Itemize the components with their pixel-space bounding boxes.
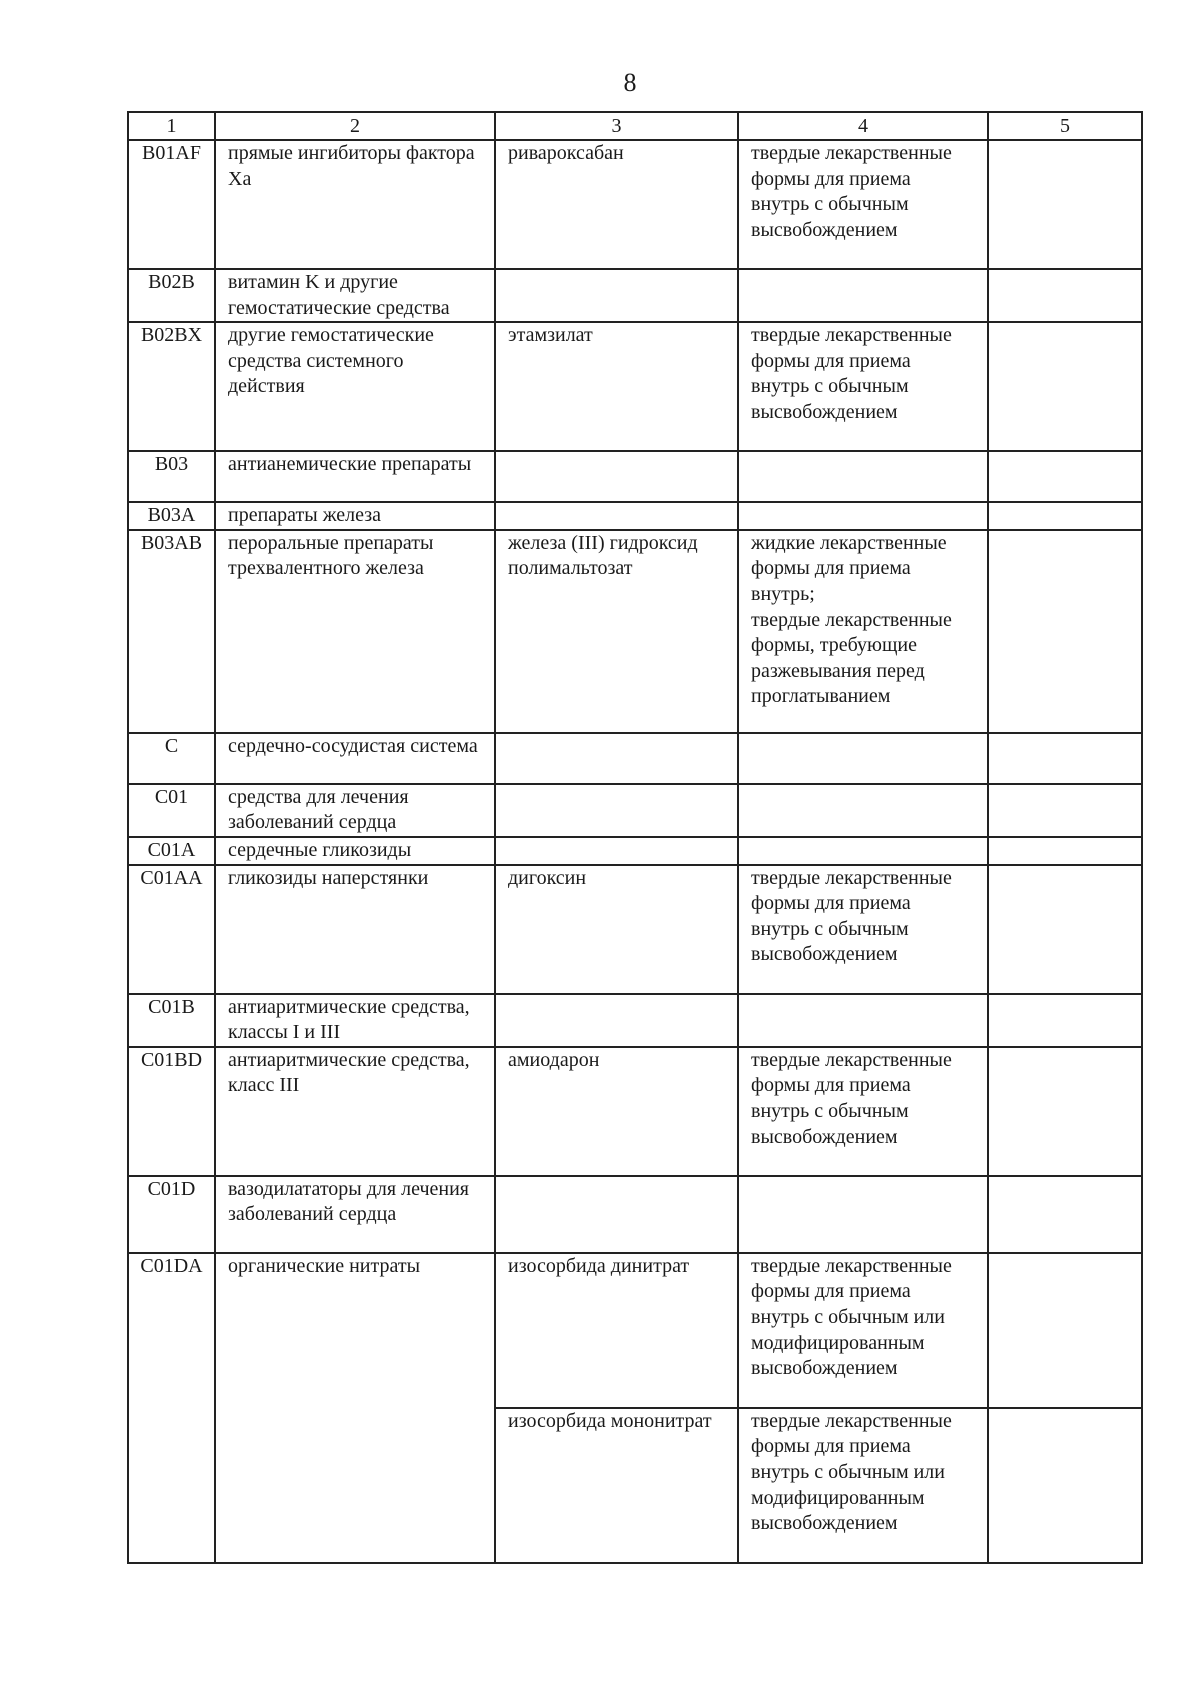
dosage-form-cell (738, 451, 988, 502)
drug-name-cell (495, 451, 738, 502)
atc-code-cell: B02B (128, 269, 215, 322)
dosage-form-cell (738, 865, 988, 994)
dosage-form-cell (738, 1408, 988, 1563)
notes-cell (988, 1047, 1142, 1176)
table-body (128, 140, 1142, 1563)
table-row (128, 140, 1142, 269)
notes-cell (988, 140, 1142, 269)
drug-name-cell (495, 994, 738, 1047)
group-name-cell: прямые ингибиторы фактора Xa (215, 140, 495, 269)
dosage-form-cell (738, 1047, 988, 1176)
drug-name-cell: изосорбида мононитрат (495, 1408, 738, 1563)
drug-name-cell: ривароксабан (495, 140, 738, 269)
atc-code-cell: C01AA (128, 865, 215, 994)
atc-code-cell: C (128, 733, 215, 784)
atc-code-cell: C01DA (128, 1253, 215, 1563)
drug-name-cell: изосорбида динитрат (495, 1253, 738, 1408)
page-number: 8 (623, 68, 637, 97)
notes-cell (988, 269, 1142, 322)
table-row (128, 322, 1142, 451)
group-name-cell: гликозиды наперстянки (215, 865, 495, 994)
notes-cell (988, 322, 1142, 451)
dosage-form-line: твердые лекарственные формы для приема внутрь с обычным высвобождением (751, 1048, 952, 1148)
notes-cell (988, 1408, 1142, 1563)
dosage-form-line: твердые лекарственные формы для приема внутрь с обычным или модифицированным высвобождением (751, 1409, 952, 1535)
group-name-cell: органические нитраты (215, 1253, 495, 1563)
dosage-form-cell (738, 837, 988, 865)
drug-name-cell (495, 784, 738, 837)
drug-name-cell: этамзилат (495, 322, 738, 451)
atc-code-cell: B03AB (128, 530, 215, 733)
atc-code-cell: C01 (128, 784, 215, 837)
group-name-cell: витамин K и другие гемостатические средства (215, 269, 495, 322)
drug-name-cell (495, 733, 738, 784)
drug-name-cell: амиодарон (495, 1047, 738, 1176)
column-header-5: 5 (988, 112, 1142, 140)
group-name-cell: сердечно-сосудистая система (215, 733, 495, 784)
group-name-cell: препараты железа (215, 502, 495, 530)
group-name-cell: антиаритмические средства, класс III (215, 1047, 495, 1176)
table-row (128, 269, 1142, 322)
group-name-cell: средства для лечения заболеваний сердца (215, 784, 495, 837)
drug-name-cell: железа (III) гидроксид полимальтозат (495, 530, 738, 733)
notes-cell (988, 994, 1142, 1047)
column-header-1: 1 (128, 112, 215, 140)
notes-cell (988, 733, 1142, 784)
notes-cell (988, 530, 1142, 733)
dosage-form-cell (738, 733, 988, 784)
table-row (128, 530, 1142, 733)
notes-cell (988, 865, 1142, 994)
notes-cell (988, 837, 1142, 865)
notes-cell (988, 1253, 1142, 1408)
dosage-form-cell (738, 1253, 988, 1408)
table-row (128, 994, 1142, 1047)
dosage-form-cell (738, 140, 988, 269)
table-row (128, 451, 1142, 502)
dosage-form-cell (738, 269, 988, 322)
table-row (128, 784, 1142, 837)
drug-list-table (127, 111, 1143, 1564)
atc-code-cell: B03 (128, 451, 215, 502)
dosage-form-cell (738, 784, 988, 837)
dosage-form-cell (738, 530, 988, 733)
table-row (128, 1253, 1142, 1408)
atc-code-cell: B02BX (128, 322, 215, 451)
table-row (128, 865, 1142, 994)
dosage-form-cell (738, 322, 988, 451)
table-row (128, 502, 1142, 530)
notes-cell (988, 502, 1142, 530)
atc-code-cell: B01AF (128, 140, 215, 269)
dosage-form-line: твердые лекарственные формы для приема внутрь с обычным или модифицированным высвобождением (751, 1254, 952, 1380)
dosage-form-cell (738, 502, 988, 530)
table-row (128, 733, 1142, 784)
notes-cell (988, 784, 1142, 837)
drug-name-cell (495, 1176, 738, 1253)
atc-code-cell: C01B (128, 994, 215, 1047)
table-header-row (128, 112, 1142, 140)
dosage-form-line: твердые лекарственные формы для приема внутрь с обычным высвобождением (751, 324, 952, 423)
notes-cell (988, 451, 1142, 502)
atc-code-cell: B03A (128, 502, 215, 530)
group-name-cell: вазодилататоры для лечения заболеваний сердца (215, 1176, 495, 1253)
group-name-cell: пероральные препараты трехвалентного железа (215, 530, 495, 733)
column-header-4: 4 (738, 112, 988, 140)
drug-name-cell (495, 269, 738, 322)
dosage-form-line: твердые лекарственные формы для приема внутрь с обычным высвобождением (751, 142, 952, 241)
dosage-form-line: жидкие лекарственные формы для приема внутрь; (751, 531, 947, 605)
column-header-2: 2 (215, 112, 495, 140)
drug-name-cell (495, 502, 738, 530)
column-header-3: 3 (495, 112, 738, 140)
group-name-cell: другие гемостатические средства системного действия (215, 322, 495, 451)
group-name-cell: антиаритмические средства, классы I и III (215, 994, 495, 1047)
drug-name-cell (495, 837, 738, 865)
dosage-form-cell (738, 994, 988, 1047)
atc-code-cell: C01D (128, 1176, 215, 1253)
table-row (128, 1176, 1142, 1253)
dosage-form-cell (738, 1176, 988, 1253)
dosage-form-line: твердые лекарственные формы, требующие разжевывания перед проглатыванием (751, 608, 952, 708)
group-name-cell: сердечные гликозиды (215, 837, 495, 865)
drug-name-cell: дигоксин (495, 865, 738, 994)
notes-cell (988, 1176, 1142, 1253)
atc-code-cell: C01A (128, 837, 215, 865)
atc-code-cell: C01BD (128, 1047, 215, 1176)
table-row (128, 1047, 1142, 1176)
group-name-cell: антианемические препараты (215, 451, 495, 502)
dosage-form-line: твердые лекарственные формы для приема внутрь с обычным высвобождением (751, 866, 952, 966)
table-row (128, 837, 1142, 865)
